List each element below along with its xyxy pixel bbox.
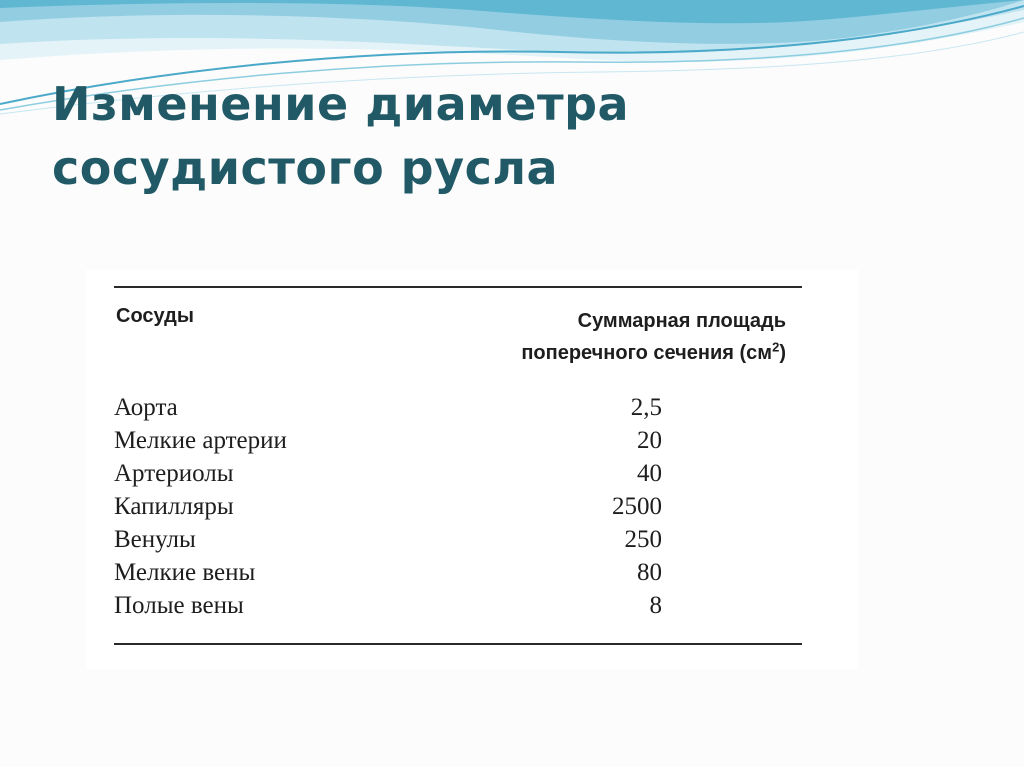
table-row [114, 589, 662, 622]
table-row [114, 391, 662, 424]
vessel-name: Мелкие артерии [114, 427, 287, 454]
table-row [114, 490, 662, 523]
column-header-area-line-1: Суммарная площадь [577, 310, 786, 332]
area-value: 80 [637, 559, 662, 586]
column-header-area [521, 305, 786, 369]
column-header-vessels: Сосуды [116, 305, 194, 327]
table-row [114, 457, 662, 490]
vessel-name: Аорта [114, 394, 178, 421]
table-row [114, 556, 662, 589]
table-body [114, 391, 662, 622]
area-value: 20 [637, 427, 662, 454]
area-value: 250 [624, 526, 662, 553]
vessel-name: Мелкие вены [114, 559, 256, 586]
column-header-area-close: ) [779, 342, 786, 364]
vessel-name: Венулы [114, 526, 196, 553]
vessel-area-table [86, 270, 858, 670]
area-value: 40 [637, 460, 662, 487]
column-header-area-superscript: 2 [772, 339, 780, 355]
slide-title-line-2: сосудистого русла [52, 141, 559, 195]
vessel-name: Капилляры [114, 493, 234, 520]
table-top-rule [114, 286, 802, 288]
slide-title-line-1: Изменение диаметра [52, 77, 630, 131]
column-header-area-text: поперечного сечения (см [521, 342, 773, 364]
slide-title [52, 72, 629, 200]
table-row [114, 424, 662, 457]
area-value: 8 [649, 592, 662, 619]
vessel-name: Полые вены [114, 592, 244, 619]
area-value: 2,5 [630, 394, 662, 421]
vessel-name: Артериолы [114, 460, 234, 487]
table-bottom-rule [114, 643, 802, 645]
table-row [114, 523, 662, 556]
area-value: 2500 [612, 493, 662, 520]
column-header-area-line-2 [521, 337, 786, 369]
